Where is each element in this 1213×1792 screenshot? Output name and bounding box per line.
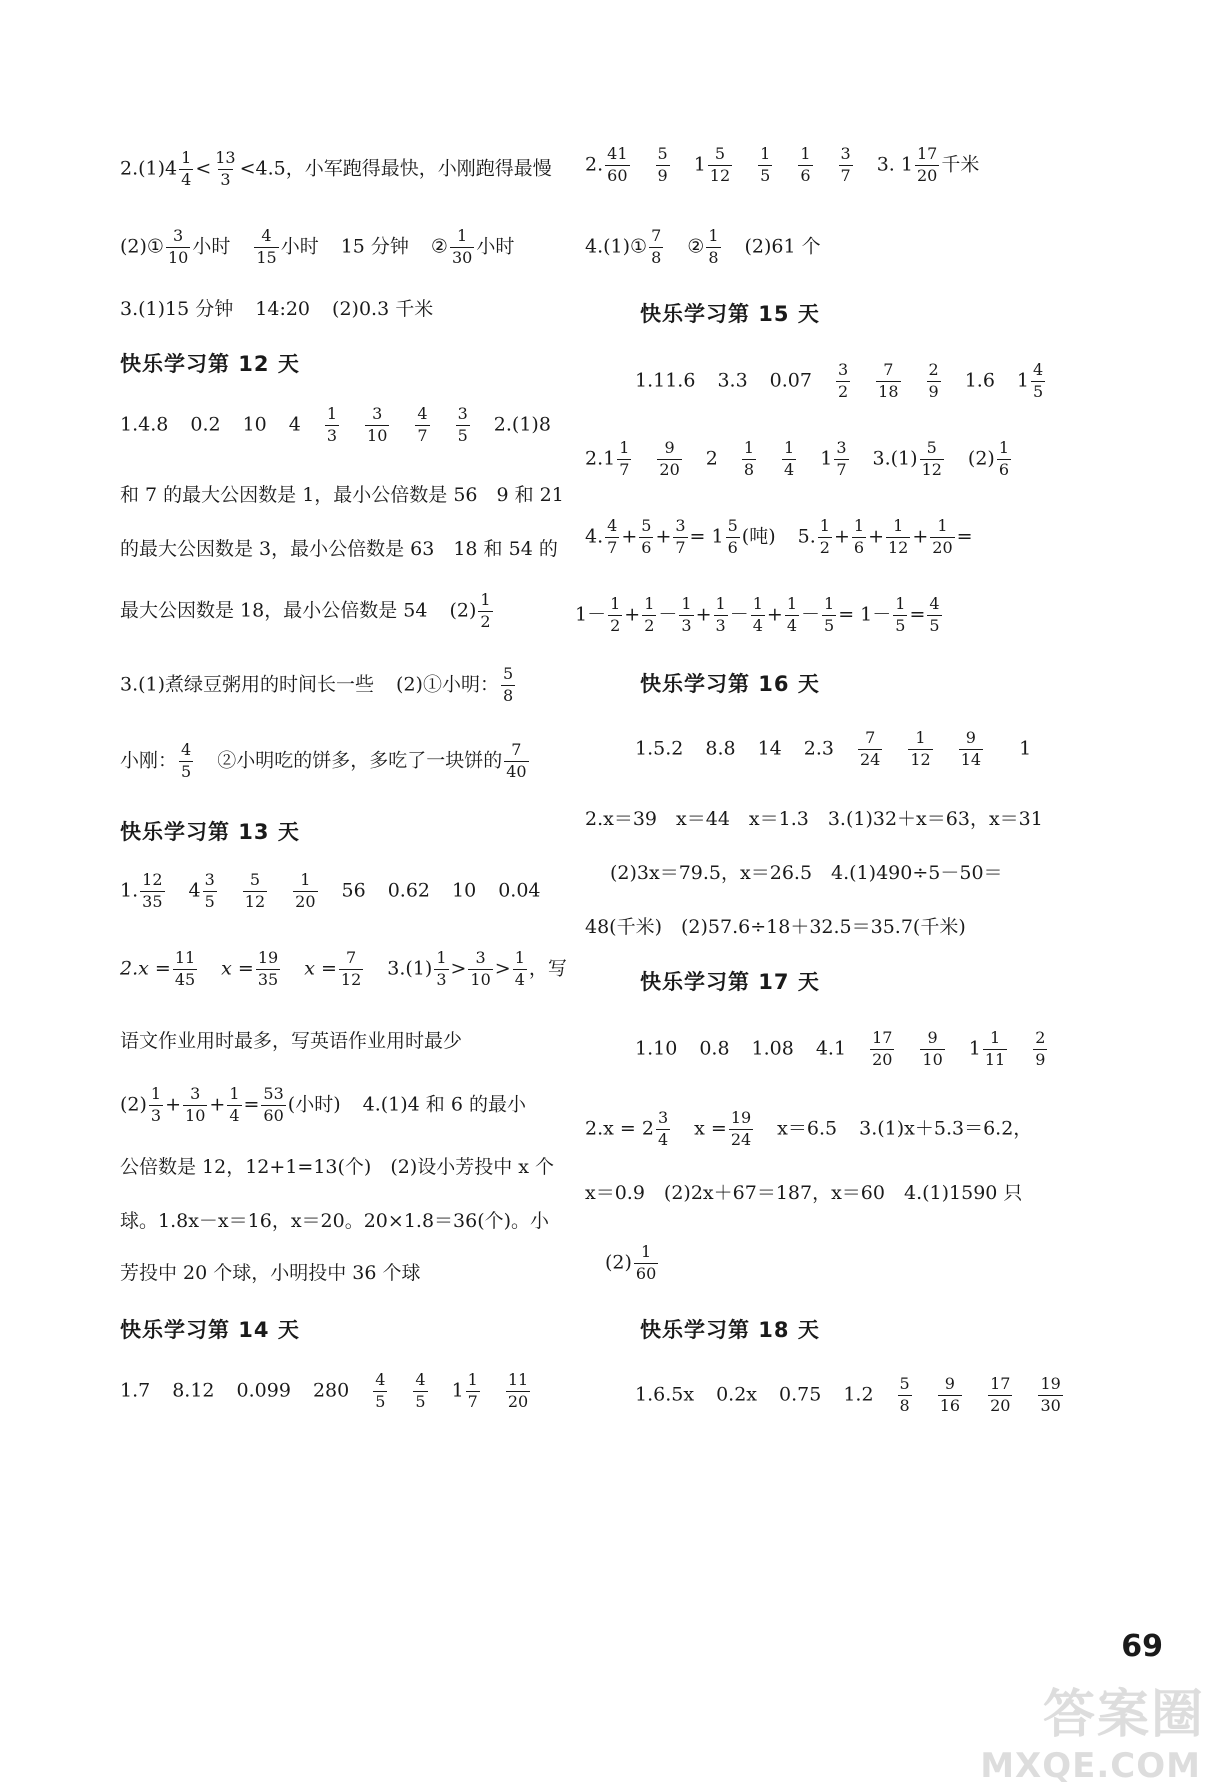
fraction: $\frac{1}{6}$ bbox=[998, 438, 1010, 479]
fraction: $\frac{1}{3}$ bbox=[326, 404, 338, 445]
fraction: $\frac{5}{6}$ bbox=[727, 516, 738, 557]
answer-line: 3.(1)煮绿豆粥用的时间长一些 (2)①小明： $\frac{5}{8}$ bbox=[120, 664, 514, 705]
answer-line: 和 7 的最大公因数是 1，最小公倍数是 56 9 和 21 bbox=[120, 484, 564, 506]
fraction: $\frac{17}{20}$ bbox=[990, 1374, 1011, 1415]
fraction: $\frac{17}{20}$ bbox=[872, 1028, 893, 1069]
page-number: 69 bbox=[1121, 1629, 1163, 1664]
answer-line: (2)3x＝79.5，x＝26.5 4.(1)490÷5－50＝ bbox=[610, 862, 1003, 884]
fraction: $\frac{53}{60}$ bbox=[263, 1084, 284, 1125]
fraction: $\frac{1}{12}$ bbox=[887, 516, 909, 557]
answer-line: 2.x = $\frac{11}{45}$ x = $\frac{19}{35}$ x = $\frac{7}{12}$ 3.(1) $\frac{1}{3}$ > $\frac{3}{10}$ > $\frac{1}{4}$ ，写 bbox=[120, 948, 567, 989]
fraction: $\frac{1}{7}$ bbox=[467, 1370, 478, 1411]
fraction: $\frac{3}{7}$ bbox=[840, 144, 851, 185]
fraction: $\frac{2}{9}$ bbox=[1035, 1028, 1046, 1069]
section-heading: 快乐学习第 14 天 bbox=[120, 1318, 300, 1342]
fraction: $\frac{1}{4}$ bbox=[514, 948, 525, 989]
fraction: $\frac{1}{3}$ bbox=[150, 1084, 162, 1125]
section-heading: 快乐学习第 17 天 bbox=[640, 970, 820, 994]
answer-line: (2)① $\frac{3}{10}$ 小时 $\frac{4}{15}$ 小时 15 分钟 ② $\frac{1}{30}$ 小时 bbox=[120, 226, 515, 267]
fraction: $\frac{1}{12}$ bbox=[910, 728, 931, 769]
fraction: $\frac{5}{9}$ bbox=[657, 144, 668, 185]
fraction: $\frac{7}{8}$ bbox=[651, 226, 662, 267]
section-heading: 快乐学习第 16 天 bbox=[640, 672, 820, 696]
answer-line: 4. $\frac{4}{7}$ + $\frac{5}{6}$ + $\frac{3}{7}$ = 1 $\frac{5}{6}$ (吨) 5. $\frac{1}{2}$ + $\frac{1}{6}$ + $\frac{1}{12}$ + $\frac{1}{20}$ = bbox=[585, 516, 973, 557]
fraction: $\frac{17}{20}$ bbox=[916, 144, 938, 185]
fraction: $\frac{3}{2}$ bbox=[837, 360, 849, 401]
answer-line: 2.x＝39 x＝44 x＝1.3 3.(1)32＋x＝63，x＝31 bbox=[585, 808, 1043, 830]
fraction: $\frac{1}{20}$ bbox=[295, 870, 316, 911]
answer-line: 2. $\frac{41}{60}$ $\frac{5}{9}$ 1 $\frac{5}{12}$ $\frac{1}{5}$ $\frac{1}{6}$ $\frac{3}{7}$ 3. 1 $\frac{17}{20}$ 千米 bbox=[585, 144, 980, 185]
fraction: $\frac{1}{6}$ bbox=[853, 516, 865, 557]
fraction: $\frac{1}{4}$ bbox=[786, 594, 798, 635]
fraction: $\frac{11}{20}$ bbox=[507, 1370, 529, 1411]
answer-line: (2) $\frac{1}{60}$ bbox=[605, 1242, 657, 1283]
fraction: $\frac{7}{40}$ bbox=[506, 740, 527, 781]
fraction: $\frac{3}{5}$ bbox=[457, 404, 468, 445]
fraction: $\frac{1}{4}$ bbox=[784, 438, 795, 479]
answer-line: 的最大公因数是 3，最小公倍数是 63 18 和 54 的 bbox=[120, 538, 558, 560]
fraction: $\frac{1}{3}$ bbox=[681, 594, 692, 635]
answer-line: 1－ $\frac{1}{2}$ + $\frac{1}{2}$ － $\frac{1}{3}$ + $\frac{1}{3}$ － $\frac{1}{4}$ + $\frac{1}{4}$ － $\frac{1}{5}$ = 1－ $\frac{1}{5}$ = $\frac{4}{5}$ bbox=[575, 594, 940, 635]
fraction: $\frac{1}{2}$ bbox=[644, 594, 655, 635]
fraction: $\frac{1}{11}$ bbox=[984, 1028, 1006, 1069]
section-heading: 快乐学习第 12 天 bbox=[120, 352, 300, 376]
fraction: $\frac{1}{30}$ bbox=[451, 226, 473, 267]
answer-line: 4.(1)① $\frac{7}{8}$ ② $\frac{1}{8}$ (2)61 个 bbox=[585, 226, 821, 267]
answer-line: 小刚： $\frac{4}{5}$ ②小明吃的饼多，多吃了一块饼的 $\frac{7}{40}$ bbox=[120, 740, 527, 781]
answer-line: 2.x = 2 $\frac{3}{4}$ x = $\frac{19}{24}$ x＝6.5 3.(1)x＋5.3＝6.2， bbox=[585, 1108, 1033, 1149]
answer-line: 2.(1)4 $\frac{1}{4}$ < $\frac{13}{3}$ <4.5，小军跑得最快，小刚跑得最慢 bbox=[120, 148, 552, 189]
fraction: $\frac{19}{30}$ bbox=[1040, 1374, 1061, 1415]
fraction: $\frac{1}{20}$ bbox=[932, 516, 953, 557]
watermark-top: 答案圈 bbox=[1042, 1685, 1205, 1745]
fraction: $\frac{7}{18}$ bbox=[878, 360, 899, 401]
fraction: $\frac{7}{24}$ bbox=[859, 728, 881, 769]
fraction: $\frac{4}{7}$ bbox=[607, 516, 618, 557]
fraction: $\frac{9}{10}$ bbox=[922, 1028, 943, 1069]
fraction: $\frac{5}{12}$ bbox=[244, 870, 266, 911]
answer-line: 3.(1)15 分钟 14:20 (2)0.3 千米 bbox=[120, 298, 434, 320]
fraction: $\frac{4}{5}$ bbox=[181, 740, 192, 781]
fraction: $\frac{1}{2}$ bbox=[480, 590, 491, 631]
fraction: $\frac{7}{12}$ bbox=[340, 948, 362, 989]
fraction: $\frac{4}{5}$ bbox=[415, 1370, 426, 1411]
fraction: $\frac{3}{10}$ bbox=[367, 404, 388, 445]
fraction: $\frac{3}{7}$ bbox=[675, 516, 686, 557]
fraction: $\frac{19}{24}$ bbox=[730, 1108, 752, 1149]
fraction: $\frac{1}{60}$ bbox=[635, 1242, 657, 1283]
section-heading: 快乐学习第 15 天 bbox=[640, 302, 820, 326]
fraction: $\frac{13}{3}$ bbox=[215, 148, 236, 189]
answer-line: 1.11.6 3.3 0.07 $\frac{3}{2}$ $\frac{7}{18}$ $\frac{2}{9}$ 1.6 1 $\frac{4}{5}$ bbox=[635, 360, 1044, 401]
fraction: $\frac{12}{35}$ bbox=[142, 870, 163, 911]
fraction: $\frac{1}{5}$ bbox=[824, 594, 835, 635]
fraction: $\frac{1}{5}$ bbox=[895, 594, 906, 635]
fraction: $\frac{4}{5}$ bbox=[929, 594, 940, 635]
fraction: $\frac{19}{35}$ bbox=[257, 948, 279, 989]
fraction: $\frac{1}{8}$ bbox=[743, 438, 755, 479]
answer-line: 最大公因数是 18，最小公倍数是 54 (2) $\frac{1}{2}$ bbox=[120, 590, 491, 631]
answer-line: 球。1.8x－x＝16，x＝20。20×1.8＝36(个)。小 bbox=[120, 1210, 550, 1232]
fraction: $\frac{9}{16}$ bbox=[939, 1374, 961, 1415]
fraction: $\frac{4}{5}$ bbox=[1033, 360, 1044, 401]
answer-line: 语文作业用时最多，写英语作业用时最少 bbox=[120, 1030, 463, 1052]
fraction: $\frac{3}{4}$ bbox=[657, 1108, 669, 1149]
answer-line: 1.10 0.8 1.08 4.1 $\frac{17}{20}$ $\frac{9}{10}$ 1 $\frac{1}{11}$ $\frac{2}{9}$ bbox=[635, 1028, 1046, 1069]
watermark-bottom: MXQE.COM bbox=[980, 1746, 1201, 1786]
fraction: $\frac{4}{15}$ bbox=[256, 226, 277, 267]
fraction: $\frac{2}{9}$ bbox=[928, 360, 939, 401]
fraction: $\frac{5}{8}$ bbox=[502, 664, 514, 705]
answer-line: 48(千米) (2)57.6÷18＋32.5＝35.7(千米) bbox=[585, 916, 966, 938]
fraction: $\frac{1}{5}$ bbox=[760, 144, 771, 185]
fraction: $\frac{1}{3}$ bbox=[715, 594, 726, 635]
fraction: $\frac{1}{7}$ bbox=[619, 438, 630, 479]
fraction: $\frac{9}{14}$ bbox=[960, 728, 982, 769]
fraction: $\frac{3}{10}$ bbox=[470, 948, 491, 989]
fraction: $\frac{9}{20}$ bbox=[659, 438, 680, 479]
fraction: $\frac{3}{7}$ bbox=[836, 438, 847, 479]
fraction: $\frac{1}{4}$ bbox=[752, 594, 763, 635]
fraction: $\frac{5}{12}$ bbox=[921, 438, 942, 479]
fraction: $\frac{5}{12}$ bbox=[709, 144, 731, 185]
answer-line: x＝0.9 (2)2x＋67＝187，x＝60 4.(1)1590 只 bbox=[585, 1182, 1023, 1204]
fraction: $\frac{1}{2}$ bbox=[610, 594, 621, 635]
answer-line: 芳投中 20 个球，小明投中 36 个球 bbox=[120, 1262, 421, 1284]
answer-line: 1. $\frac{12}{35}$ 4 $\frac{3}{5}$ $\frac{5}{12}$ $\frac{1}{20}$ 56 0.62 10 0.04 bbox=[120, 870, 541, 911]
fraction: $\frac{11}{45}$ bbox=[174, 948, 196, 989]
watermark bbox=[980, 1672, 1205, 1790]
fraction: $\frac{1}{8}$ bbox=[708, 226, 719, 267]
fraction: $\frac{1}{4}$ bbox=[229, 1084, 240, 1125]
answer-line: (2) $\frac{1}{3}$ + $\frac{3}{10}$ + $\frac{1}{4}$ = $\frac{53}{60}$ (小时) 4.(1)4 和 6 的最小 bbox=[120, 1084, 526, 1125]
fraction: $\frac{3}{10}$ bbox=[167, 226, 189, 267]
fraction: $\frac{3}{10}$ bbox=[185, 1084, 206, 1125]
fraction: $\frac{1}{4}$ bbox=[181, 148, 192, 189]
fraction: $\frac{5}{6}$ bbox=[641, 516, 652, 557]
fraction: $\frac{1}{6}$ bbox=[800, 144, 811, 185]
answer-line: 1.6.5x 0.2x 0.75 1.2 $\frac{5}{8}$ $\frac{9}{16}$ $\frac{17}{20}$ $\frac{19}{30}$ bbox=[635, 1374, 1061, 1415]
fraction: $\frac{4}{5}$ bbox=[375, 1370, 386, 1411]
fraction: $\frac{1}{2}$ bbox=[819, 516, 830, 557]
section-heading: 快乐学习第 18 天 bbox=[640, 1318, 820, 1342]
fraction: $\frac{41}{60}$ bbox=[607, 144, 628, 185]
answer-line: 公倍数是 12，12+1=13(个) (2)设小芳投中 x 个 bbox=[120, 1156, 555, 1178]
section-heading: 快乐学习第 13 天 bbox=[120, 820, 300, 844]
fraction: $\frac{4}{7}$ bbox=[417, 404, 428, 445]
fraction: $\frac{5}{8}$ bbox=[899, 1374, 910, 1415]
answer-line: 1.7 8.12 0.099 280 $\frac{4}{5}$ $\frac{4}{5}$ 1 $\frac{1}{7}$ $\frac{11}{20}$ bbox=[120, 1370, 529, 1411]
fraction: $\frac{1}{3}$ bbox=[436, 948, 447, 989]
answer-line: 1.5.2 8.8 14 2.3 $\frac{7}{24}$ $\frac{1}{12}$ $\frac{9}{14}$ 1 bbox=[635, 728, 1032, 769]
answer-line: 1.4.8 0.2 10 4 $\frac{1}{3}$ $\frac{3}{10}$ $\frac{4}{7}$ $\frac{3}{5}$ 2.(1)8 bbox=[120, 404, 551, 445]
answer-line: 2.1 $\frac{1}{7}$ $\frac{9}{20}$ 2 $\frac{1}{8}$ $\frac{1}{4}$ 1 $\frac{3}{7}$ 3.(1) $\frac{5}{12}$ (2) $\frac{1}{6}$ bbox=[585, 438, 1010, 479]
fraction: $\frac{3}{5}$ bbox=[204, 870, 215, 911]
